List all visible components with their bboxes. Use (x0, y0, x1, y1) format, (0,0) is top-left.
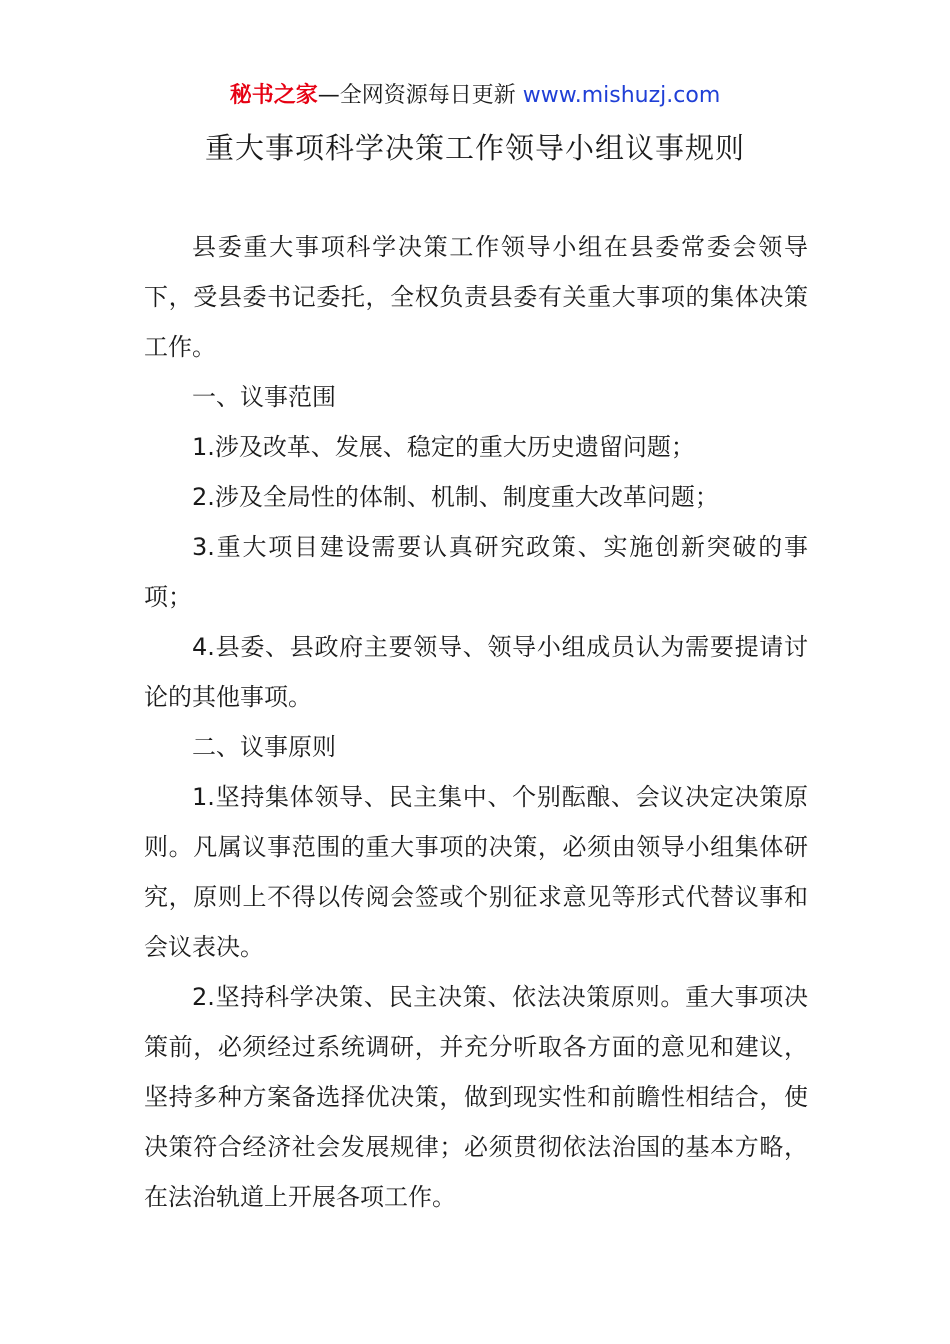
list-item-scope-3: 3.重大项目建设需要认真研究政策、实施创新突破的事项； (144, 533, 808, 611)
site-url-link[interactable]: www.mishuzj.com (522, 83, 721, 108)
paragraph-intro: 县委重大事项科学决策工作领导小组在县委常委会领导下，受县委书记委托，全权负责县委有关重大事项的集体决策工作。 (144, 233, 808, 361)
site-tagline: —全网资源每日更新 (317, 83, 523, 108)
site-name: 秘书之家 (229, 83, 318, 108)
document-body (144, 222, 808, 1222)
list-item-principle-2: 2.坚持科学决策、民主决策、依法决策原则。重大事项决策前，必须经过系统调研，并充分听取各方面的意见和建议，坚持多种方案备选择优决策，做到现实性和前瞻性相结合，使决策符合经济社会发展规律；必须贯彻依法治国的基本方略，在法治轨道上开展各项工作。 (144, 983, 808, 1211)
list-item-principle-1: 1.坚持集体领导、民主集中、个别酝酿、会议决定决策原则。凡属议事范围的重大事项的决策，必须由领导小组集体研究，原则上不得以传阅会签或个别征求意见等形式代替议事和会议表决。 (144, 783, 808, 961)
list-item-scope-2: 2.涉及全局性的体制、机制、制度重大改革问题； (192, 483, 719, 511)
list-item-scope-1: 1.涉及改革、发展、稳定的重大历史遗留问题； (192, 433, 695, 461)
section-heading-principles: 二、议事原则 (192, 733, 336, 761)
section-heading-scope: 一、议事范围 (192, 383, 336, 411)
list-item-scope-4: 4.县委、县政府主要领导、领导小组成员认为需要提请讨论的其他事项。 (144, 633, 808, 711)
site-header (0, 80, 950, 112)
document-title: 重大事项科学决策工作领导小组议事规则 (204, 131, 745, 165)
